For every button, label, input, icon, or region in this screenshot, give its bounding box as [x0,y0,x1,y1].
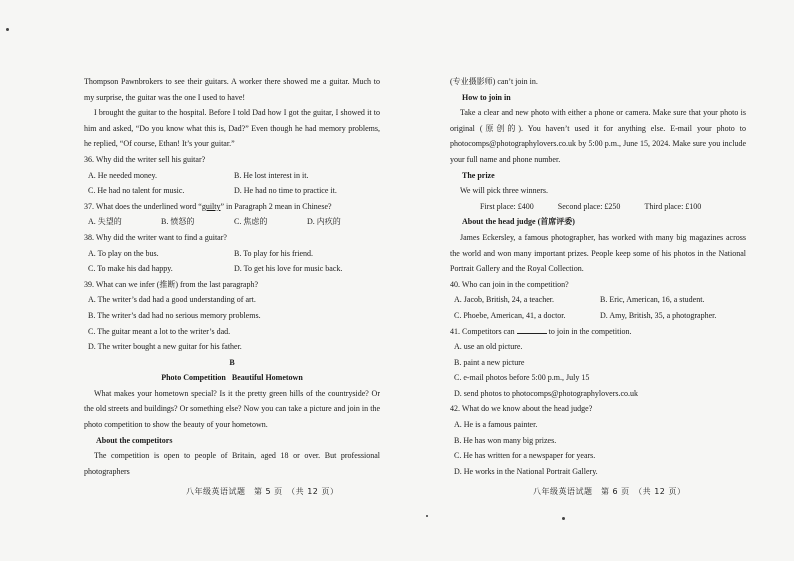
option: B. 愤怒的 [161,217,195,227]
prize-item: Third place: £100 [644,201,702,211]
option: C. Phoebe, American, 41, a doctor. [454,310,566,320]
option: D. To get his love for music back. [234,264,343,274]
option: C. He has written for a newspaper for years. [454,451,596,461]
page-footer: 八年级英语试题 第 5 页 （共 12 页） [186,487,339,496]
option: A. To play on the bus. [88,248,159,258]
question-42: 42. What do we know about the head judge? [450,404,593,414]
option: A. use an old picture. [454,342,523,352]
question-40: 40. Who can join in the competition? [450,279,569,289]
question-41-text-end: to join in the competition. [548,326,632,336]
question-37-options [84,214,380,230]
passage-paragraph: I brought the guitar to the hospital. Before I told Dad how I got the guitar, I showed it to him and asked, “Do you know what this is, Dad?” Even though he had memory problems, he replied, “Of course, Ethan! It’s your guitar.” [84,108,380,149]
option: B. paint a new picture [454,357,525,367]
prize-item: First place: £400 [480,201,534,211]
passage-paragraph: The competition is open to people of Britain, aged 18 or over. But professional photographers [84,451,380,476]
passage-paragraph: Take a clear and new photo with either a phone or camera. Make sure that your photo is original (原创的). You haven’t used it for anything else. E-mail your photo to photocomps@photographylovers.co.uk by 5:00 p.m., June 15, 2024. Make sure you include your full name and phone number. [450,108,746,164]
question-36: 36. Why did the writer sell his guitar? [84,154,206,164]
subheading: About the head judge (首席评委) [462,217,575,227]
question-36-options [84,168,380,199]
prize-item: Second place: £250 [557,201,621,211]
subheading: How to join in [462,92,511,102]
option: C. 焦虑的 [234,217,268,227]
option: B. He has won many big prizes. [454,435,557,445]
option: C. He had no talent for music. [88,186,185,196]
answer-blank [517,326,547,334]
question-37-text-start: 37. What does the underlined word “ [84,201,202,211]
section-label: B [229,357,235,367]
option: A. He is a famous painter. [454,420,538,430]
option: D. He had no time to practice it. [234,186,337,196]
question-38: 38. Why did the writer want to find a guitar? [84,232,227,242]
question-40-options [450,292,746,323]
option: D. The writer bought a new guitar for his father. [88,342,242,352]
option: B. To play for his friend. [234,248,314,258]
option: B. The writer’s dad had no serious memory problems. [88,310,261,320]
passage-intro: What makes your hometown special? Is it the pretty green hills of the countryside? Or the old streets and buildings? Or something else? Now you can take a picture and join in the photo competition to show the beauty of your hometown. [84,388,380,430]
option: B. Eric, American, 16, a student. [600,295,705,305]
option: D. send photos to photocomps@photographylovers.co.uk [454,388,639,398]
option: A. Jacob, British, 24, a teacher. [454,295,554,305]
option: A. 失望的 [88,217,122,227]
option: A. He needed money. [88,170,158,180]
option: C. To make his dad happy. [88,264,173,274]
scan-speck [6,28,9,31]
page-footer: 八年级英语试题 第 6 页 （共 12 页） [533,487,686,496]
underlined-word: guilty [201,201,221,211]
scan-speck [562,517,565,520]
left-page [84,74,380,479]
passage-paragraph: We will pick three winners. [460,186,548,196]
subheading: The prize [462,170,495,180]
passage-title: Photo Competition Beautiful Hometown [161,373,303,383]
passage-paragraph: Thompson Pawnbrokers to see their guitars. A worker there showed me a guitar. Much to my surprise, the guitar was the one I used to have! [84,77,380,102]
question-39: 39. What can we infer (推断) from the last paragraph? [84,279,259,289]
question-38-options [84,246,380,277]
question-41 [450,324,746,340]
question-37 [84,199,380,215]
question-37-text-end: ” in Paragraph 2 mean in Chinese? [220,201,332,211]
option: C. e-mail photos before 5:00 p.m., July 15 [454,373,590,383]
option: C. The guitar meant a lot to the writer’s dad. [88,326,231,336]
question-41-text-start: 41. Competitors can [450,326,515,336]
option: B. He lost interest in it. [234,170,309,180]
option: A. The writer’s dad had a good understanding of art. [88,295,256,305]
passage-paragraph: (专业摄影师) can’t join in. [450,77,538,86]
scan-speck [426,515,428,517]
option: D. He works in the National Portrait Gallery. [454,466,598,476]
option: D. Amy, British, 35, a photographer. [600,310,717,320]
passage-paragraph: James Eckersley, a famous photographer, has worked with many big magazines across the world and won many important prizes. People keep some of his photos in the National Portrait Gallery and the Royal Collection. [450,232,746,274]
subheading: About the competitors [96,435,173,445]
option: D. 内疚的 [307,217,341,227]
prize-list [450,199,746,215]
right-page [450,74,746,479]
